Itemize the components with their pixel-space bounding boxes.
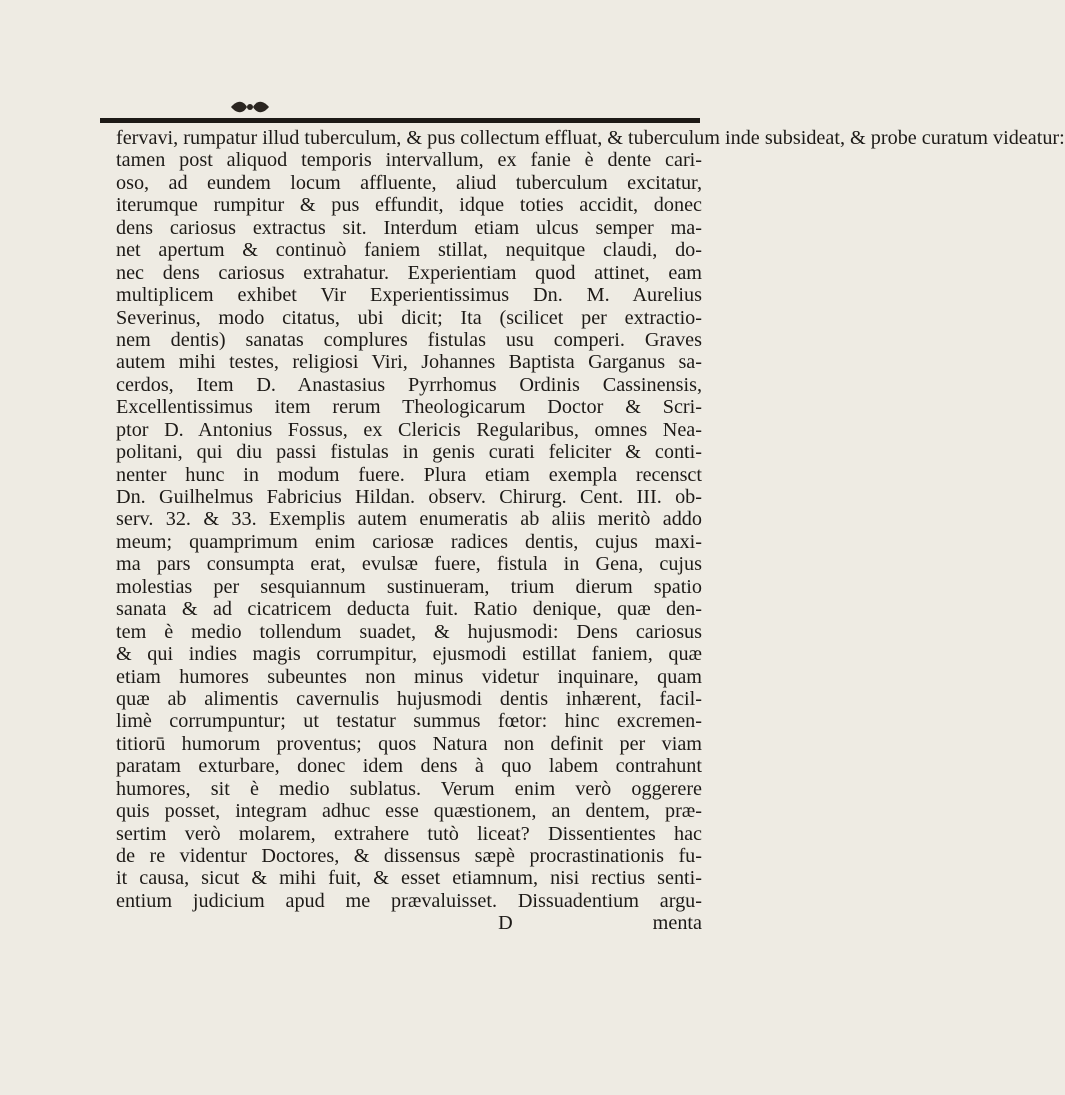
text-line: limè corrumpuntur; ut testatur summus fœtor: hinc excremen- <box>116 710 702 733</box>
text-line: paratam exturbare, donec idem dens à quo labem contrahunt <box>116 755 702 778</box>
text-line: humores, sit è medio sublatus. Verum enim verò oggerere <box>116 777 702 800</box>
text-line: cerdos, Item D. Anastasius Pyrrhomus Ordinis Cassinensis, <box>116 373 702 396</box>
text-line: tem è medio tollendum suadet, & hujusmodi: Dens cariosus <box>116 620 702 643</box>
text-line: sertim verò molarem, extrahere tutò liceat? Dissentientes hac <box>116 822 702 845</box>
text-line: oso, ad eundem locum affluente, aliud tuberculum excitatur, <box>116 171 702 194</box>
header-ornament-icon <box>225 96 275 118</box>
text-line: ptor D. Antonius Fossus, ex Clericis Regularibus, omnes Nea- <box>116 418 702 441</box>
text-line: multiplicem exhibet Vir Experientissimus Dn. M. Aurelius <box>116 284 702 307</box>
catchword: menta <box>652 912 702 935</box>
text-line: ma pars consumpta erat, evulsæ fuere, fistula in Gena, cujus <box>116 553 702 576</box>
text-line: tamen post aliquod temporis intervallum, ex fanie è dente cari- <box>116 149 702 172</box>
text-line: net apertum & continuò faniem stillat, nequitque claudi, do- <box>116 239 702 262</box>
text-line: sanata & ad cicatricem deducta fuit. Ratio denique, quæ den- <box>116 598 702 621</box>
text-line: titiorū humorum proventus; quos Natura non definit per viam <box>116 732 702 755</box>
text-line: meum; quamprimum enim cariosæ radices dentis, cujus maxi- <box>116 530 702 553</box>
text-line: it causa, sicut & mihi fuit, & esset etiamnum, nisi rectius senti- <box>116 867 702 890</box>
signature-mark: D <box>498 912 513 935</box>
text-line: fervavi, rumpatur illud tuberculum, & pus collectum effluat, & tuberculum inde subsideat, & probe curatum videatur: <box>116 127 1065 149</box>
text-line: de re videntur Doctores, & dissensus sæpè procrastinationis fu- <box>116 845 702 867</box>
text-line: nenter hunc in modum fuere. Plura etiam exempla recensct <box>116 463 702 486</box>
text-line: & qui indies magis corrumpitur, ejusmodi estillat faniem, quæ <box>116 643 702 666</box>
text-line: etiam humores subeuntes non minus videtur inquinare, quam <box>116 665 702 688</box>
text-line: quæ ab alimentis cavernulis hujusmodi dentis inhærent, facil- <box>116 687 702 710</box>
text-line: entium judicium apud me prævaluisset. Dissuadentium argu- <box>116 889 702 912</box>
page-footer-line <box>116 912 702 934</box>
text-line: autem mihi testes, religiosi Viri, Johannes Baptista Garganus sa- <box>116 351 702 374</box>
text-line: dens cariosus extractus sit. Interdum etiam ulcus semper ma- <box>116 216 702 239</box>
text-line: serv. 32. & 33. Exemplis autem enumeratis ab aliis meritò addo <box>116 508 702 531</box>
header-rule <box>100 118 700 123</box>
text-line: molestias per sesquiannum sustinueram, trium dierum spatio <box>116 575 702 598</box>
text-line: quis posset, integram adhuc esse quæstionem, an dentem, præ- <box>116 800 702 823</box>
text-line: politani, qui diu passi fistulas in genis curati feliciter & conti- <box>116 441 702 464</box>
text-line: Severinus, modo citatus, ubi dicit; Ita (scilicet per extractio- <box>116 306 702 329</box>
text-line: Dn. Guilhelmus Fabricius Hildan. observ. Chirurg. Cent. III. ob- <box>116 486 702 508</box>
text-line: nec dens cariosus extrahatur. Experientiam quod attinet, eam <box>116 261 702 284</box>
text-line: nem dentis) sanatas complures fistulas usu comperi. Graves <box>116 328 702 351</box>
text-line: Excellentissimus item rerum Theologicarum Doctor & Scri- <box>116 396 702 419</box>
body-text <box>116 127 1065 935</box>
text-line: iterumque rumpitur & pus effundit, idque toties accidit, donec <box>116 194 702 217</box>
